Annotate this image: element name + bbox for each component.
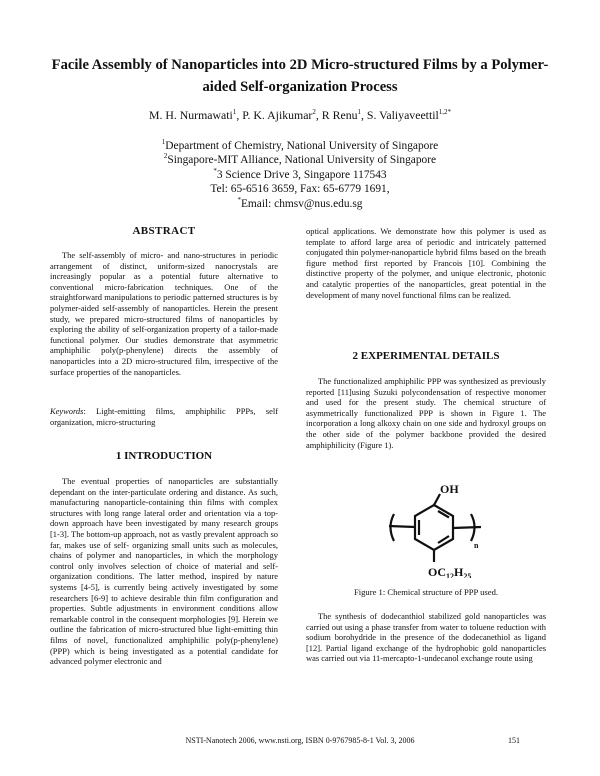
affiliation-sup: 1 (161, 138, 166, 147)
author: S. Valiyaveettil (366, 108, 439, 122)
introduction-text: The eventual properties of nanoparticles are substantially dependant on the inter-particulate ordering and distance. As such, manufacturing nanoparticle-containing thin films with complex structures with long range lateral order and orientation via a top-down approach have been investigated by many research groups [1-3]. The bottom-up approach, not as vastly prevalent approach so far, makes use of self- organizing small units such as molecules, chains of polymer and nanoparticles, in which the morphology control only involves selection of choice of material and self-organization conditions. The latter method, inspired by nature systems [4-5], is currently being actively investigated by some researchers [6-9] to achieve desirable thin film configuration and properties. Subtle adjustments in environment conditions allow remarkable control in the consequent morphologies [9]. Herein we outline the fabrication of micro-structured blue light-emitting thin films of novel, functionalized amphiphilic poly(p-phenylene) (PPP) which is being investigated as a potential candidate for advanced polymer electronic and (50, 476, 278, 667)
affiliation-line (60, 153, 540, 167)
author: P. K. Ajikumar (242, 108, 313, 122)
footer-citation: NSTI-Nanotech 2006, www.nsti.org, ISBN 0-9767985-8-1 Vol. 3, 2006 (185, 736, 415, 745)
affiliation-line (60, 139, 540, 153)
affiliation-text: 3 Science Drive 3, Singapore 117543 (216, 168, 387, 181)
abstract-section (50, 250, 278, 377)
experimental-heading: 2 EXPERIMENTAL DETAILS (352, 350, 500, 362)
keywords-label: Keywords (50, 406, 84, 416)
affiliation-line (60, 197, 540, 211)
intro-continued-section (306, 226, 546, 300)
synthesis-text: The synthesis of dodecanthiol stabilized gold nanoparticles was carried out using a phase transfer from water to toluene reduction with sodium borohydride in the presence of the dodecanethiol as ligand [12]. Partial ligand exchange of the hydrophobic gold nanoparticles was carried out via 11-mercapto-1-undecanol exchange route using (306, 611, 546, 664)
ppp-structure-figure (370, 478, 510, 578)
synthesis-section (306, 611, 546, 664)
affiliation-sup: * (237, 195, 241, 204)
author-affil-sup: 1 (232, 108, 237, 117)
alkoxy-label: $OC_{12}H_{25}$ (428, 565, 472, 578)
affiliation-line (60, 182, 540, 196)
introduction-heading: 1 INTRODUCTION (115, 450, 213, 462)
intro-heading-block (50, 451, 278, 462)
experimental-heading-block (306, 351, 546, 362)
keywords-paragraph (50, 406, 278, 427)
author-list: M. H. Nurmawati$^1$, P. K. Ajikumar$^2$, R Renu$^1$, S. Valiyaveettil$^{1,2*}$ (148, 108, 452, 122)
title-line-2: aided Self-organization Process (202, 79, 398, 95)
affiliations (60, 139, 540, 211)
intro-continued-text: optical applications. We demonstrate how this polymer is used as template to afford large area of periodic and intricately patterned conjugated thin polymer-nanoparticle hybrid films based on the breath figure method first reported by Francois [10]. Combining the distinctive property of the polymer, and unique electronic, photonic and catalytic properties of the nanoparticles, great potential in the development of many novel functional films can be realized. (306, 226, 546, 300)
affiliation-sup: 2 (163, 152, 168, 161)
author: R Renu (321, 108, 358, 122)
affiliation-text: Tel: 65-6516 3659, Fax: 65-6779 1691, (210, 183, 390, 196)
benzene-ring (415, 505, 453, 550)
author-affil-sup: 2 (312, 108, 316, 117)
page-number: 151 (508, 736, 520, 745)
abstract-heading: ABSTRACT (132, 225, 196, 237)
experimental-text: The functionalized amphiphilic PPP was synthesized as previously reported [11]using Suzuki polycondensation of respective monomer and used for the present study. The chemical structure of asymmetrically functionalized PPP is shown in Figure 1. The incorporation a long alkoxy chain on one side and hydroxyl groups on the other side of the polymer backbone provided the desired amphiphilicity (Figure 1). (306, 376, 546, 450)
author-affil-sup: 1 (357, 108, 362, 117)
paper-title (40, 54, 560, 98)
abstract-heading-block (50, 226, 278, 237)
affiliation-sup: * (213, 167, 217, 176)
title-line-1: Facile Assembly of Nanoparticles into 2D Micro-structured Films by a Polymer- (51, 57, 549, 73)
figure-caption: Figure 1: Chemical structure of PPP used. (353, 587, 499, 597)
repeat-n-label: n (474, 541, 479, 550)
affiliation-text: Singapore-MIT Alliance, National University of Singapore (167, 154, 437, 167)
introduction-section (50, 476, 278, 667)
author-affil-sup: 1,2* (438, 108, 452, 117)
oh-label: OH (440, 482, 459, 496)
affiliation-line (60, 168, 540, 182)
abstract-text: The self-assembly of micro- and nano-structures in periodic arrangement of distinct, uniform-sized nanocrystals are increasingly popular as a potential future alternative to conventional micro-fabrication techniques. One of the straightforward manipulations to periodic patterned structures is by polymer-aided self-assembly of nanoparticles. Herein the present study, we prepared micro-structured films of nanoparticles by exploring the ability of self-organization property of a tailor-made functional polymer. Our studies demonstrate that asymmetric amphiphilic poly(p-phenylene) directs the assembly of nanoparticles into a 2D micro-structured film, irrespective of the surface properties of the nanoparticles. (50, 250, 278, 377)
author: M. H. Nurmawati (148, 108, 233, 122)
experimental-section (306, 376, 546, 450)
affiliation-text: Email: chmsv@nus.edu.sg (240, 197, 363, 210)
keywords-section (50, 406, 278, 427)
keywords-text: : Light-emitting films, amphiphilic PPPs, self organization, micro-structuring (50, 406, 278, 427)
affiliation-text: Department of Chemistry, National University of Singapore (165, 140, 439, 152)
